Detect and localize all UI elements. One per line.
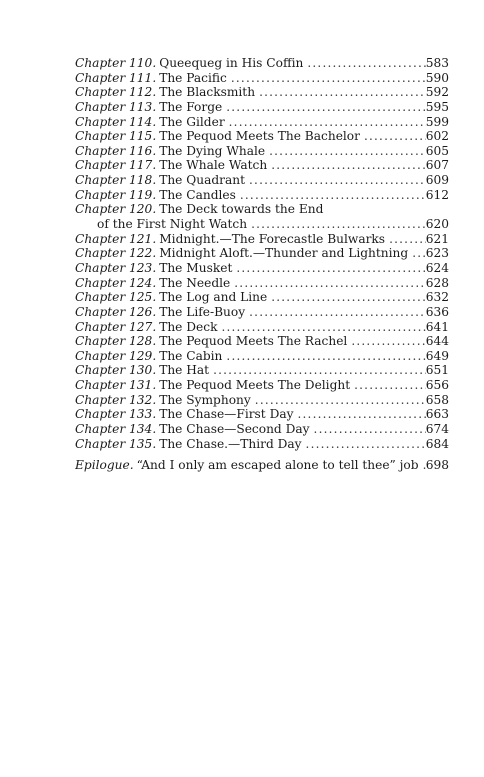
toc-entry-113[interactable]: [75, 100, 449, 115]
toc-entry-127[interactable]: [75, 320, 449, 335]
page-number: 656: [425, 378, 449, 393]
toc-entry-130[interactable]: [75, 363, 449, 378]
page-number: 698: [425, 458, 449, 473]
toc-entry-120-continued[interactable]: [75, 217, 449, 232]
chapter-number: Chapter 117.: [75, 158, 157, 173]
chapter-number: Chapter 129.: [75, 348, 157, 363]
chapter-title: The Pacific: [159, 70, 227, 85]
chapter-title: The Cabin: [159, 348, 223, 363]
page-number: 651: [425, 363, 449, 378]
toc-entry-114[interactable]: [75, 115, 449, 130]
chapter-number: Chapter 130.: [75, 363, 157, 378]
chapter-title: The Deck: [159, 319, 218, 334]
dot-leader: [303, 56, 425, 71]
page-number: 583: [425, 56, 449, 70]
page-number: 624: [425, 260, 449, 275]
spacer: [75, 451, 449, 458]
chapter-title: The Deck towards the End: [159, 202, 324, 217]
chapter-number: Chapter 124.: [75, 275, 157, 290]
chapter-title: The Forge: [159, 99, 223, 114]
dot-leader: [385, 232, 426, 247]
chapter-number: Chapter 135.: [75, 436, 157, 451]
toc-entry-112[interactable]: [75, 85, 449, 100]
page-number: 658: [425, 392, 449, 407]
dot-leader: [236, 188, 426, 203]
chapter-title: The Quadrant: [159, 173, 246, 188]
chapter-title: The Pequod Meets The Bachelor: [159, 129, 360, 144]
page-number: 649: [425, 348, 449, 363]
chapter-title: The Whale Watch: [159, 158, 268, 173]
dot-leader: [294, 407, 426, 422]
dot-leader: [302, 437, 426, 452]
dot-leader: [360, 129, 426, 144]
dot-leader: [255, 85, 426, 100]
chapter-title: The Dying Whale: [159, 143, 266, 158]
dot-leader: [310, 422, 426, 437]
dot-leader: [230, 276, 425, 291]
page-number: 623: [425, 246, 449, 261]
chapter-number: Chapter 133.: [75, 407, 157, 422]
chapter-title: Midnight Aloft.—Thunder and Lightning: [159, 246, 409, 261]
chapter-number: Chapter 134.: [75, 422, 157, 437]
toc-entry-119[interactable]: [75, 188, 449, 203]
dot-leader: [408, 246, 426, 261]
toc-entry-120[interactable]: [75, 202, 449, 217]
chapter-title: The Pequod Meets The Delight: [159, 378, 351, 393]
page-number: 632: [425, 290, 449, 305]
page-number: 592: [425, 85, 449, 100]
chapter-title: The Life-Buoy: [159, 304, 246, 319]
page-number: 620: [425, 217, 449, 232]
page-number: 663: [425, 407, 449, 422]
chapter-number: Chapter 125.: [75, 290, 157, 305]
chapter-number: Chapter 123.: [75, 260, 157, 275]
page-number: 612: [425, 187, 449, 202]
dot-leader: [232, 261, 425, 276]
page-number: 599: [425, 114, 449, 129]
chapter-number: Chapter 126.: [75, 304, 157, 319]
dot-leader: [350, 378, 426, 393]
page-number: 607: [425, 158, 449, 173]
toc-entry-118[interactable]: [75, 173, 449, 188]
chapter-title: The Needle: [159, 275, 231, 290]
dot-leader: [222, 100, 425, 115]
page-number: 636: [425, 304, 449, 319]
page-number: 674: [425, 422, 449, 437]
toc-entry-117[interactable]: [75, 158, 449, 173]
dot-leader: [267, 158, 426, 173]
toc-entry-122[interactable]: [75, 246, 449, 261]
toc-entry-125[interactable]: [75, 290, 449, 305]
dot-leader: [217, 320, 425, 335]
chapter-number: Chapter 121.: [75, 231, 157, 246]
chapter-number: Chapter 132.: [75, 392, 157, 407]
toc-entry-134[interactable]: [75, 422, 449, 437]
page-number: 595: [425, 99, 449, 114]
dot-leader: [227, 71, 426, 86]
dot-leader: [222, 349, 425, 364]
chapter-title: Midnight.—The Forecastle Bulwarks: [159, 231, 386, 246]
page-number: 590: [425, 70, 449, 85]
chapter-number: Chapter 111.: [75, 70, 157, 85]
table-of-contents: [75, 56, 449, 473]
dot-leader: [347, 334, 425, 349]
dot-leader: [419, 458, 426, 473]
dot-leader: [247, 217, 426, 232]
toc-entry-131[interactable]: [75, 378, 449, 393]
epilogue-title: “And I only am escaped alone to tell thee” job: [136, 458, 419, 473]
chapter-title: Queequeg in His Coffin: [159, 56, 304, 70]
dot-leader: [265, 144, 426, 159]
page-number: 644: [425, 334, 449, 349]
chapter-title: The Chase—Second Day: [159, 422, 310, 437]
toc-entry-129[interactable]: [75, 349, 449, 364]
toc-entry-110[interactable]: [75, 56, 449, 71]
chapter-number: Chapter 115.: [75, 129, 157, 144]
toc-entry-123[interactable]: [75, 261, 449, 276]
page-number: 605: [425, 143, 449, 158]
chapter-number: Chapter 119.: [75, 187, 157, 202]
dot-leader: [225, 115, 426, 130]
dot-leader: [209, 363, 426, 378]
chapter-number: Chapter 120.: [75, 202, 157, 217]
toc-entry-133[interactable]: [75, 407, 449, 422]
chapter-number: Chapter 128.: [75, 334, 157, 349]
page-number: 609: [425, 173, 449, 188]
chapter-number: Chapter 131.: [75, 378, 157, 393]
toc-entry-135[interactable]: [75, 437, 449, 452]
dot-leader: [267, 290, 426, 305]
page-number: 684: [425, 436, 449, 451]
dot-leader: [251, 393, 426, 408]
page-number: 641: [425, 319, 449, 334]
chapter-number: Chapter 112.: [75, 85, 157, 100]
toc-entry-126[interactable]: [75, 305, 449, 320]
chapter-number: Chapter 122.: [75, 246, 157, 261]
toc-entry-121[interactable]: [75, 232, 449, 247]
chapter-title: The Symphony: [159, 392, 251, 407]
dot-leader: [245, 305, 426, 320]
chapter-number: Chapter 127.: [75, 319, 157, 334]
toc-entry-epilogue[interactable]: [75, 458, 449, 473]
chapter-title: The Chase—First Day: [159, 407, 294, 422]
chapter-title: The Hat: [159, 363, 210, 378]
chapter-title: The Blacksmith: [159, 85, 256, 100]
chapter-title: The Chase.—Third Day: [159, 436, 302, 451]
chapter-title: The Musket: [159, 260, 233, 275]
toc-entry-124[interactable]: [75, 276, 449, 291]
chapter-title: The Candles: [159, 187, 236, 202]
chapter-title-continued: of the First Night Watch: [97, 217, 248, 232]
chapter-title: The Log and Line: [159, 290, 268, 305]
chapter-title: The Pequod Meets The Rachel: [159, 334, 348, 349]
page-number: 602: [425, 129, 449, 144]
epilogue-label: Epilogue.: [75, 458, 134, 473]
page-number: 621: [425, 231, 449, 246]
toc-entry-128[interactable]: [75, 334, 449, 349]
chapter-number: Chapter 110.: [75, 56, 157, 70]
chapter-number: Chapter 118.: [75, 173, 157, 188]
toc-entry-111[interactable]: [75, 71, 449, 86]
dot-leader: [245, 173, 426, 188]
toc-entry-132[interactable]: [75, 393, 449, 408]
chapter-number: Chapter 114.: [75, 114, 157, 129]
page-number: 628: [425, 275, 449, 290]
chapter-number: Chapter 116.: [75, 143, 157, 158]
chapter-title: The Gilder: [159, 114, 225, 129]
toc-entry-115[interactable]: [75, 129, 449, 144]
chapter-number: Chapter 113.: [75, 99, 157, 114]
toc-entry-116[interactable]: [75, 144, 449, 159]
